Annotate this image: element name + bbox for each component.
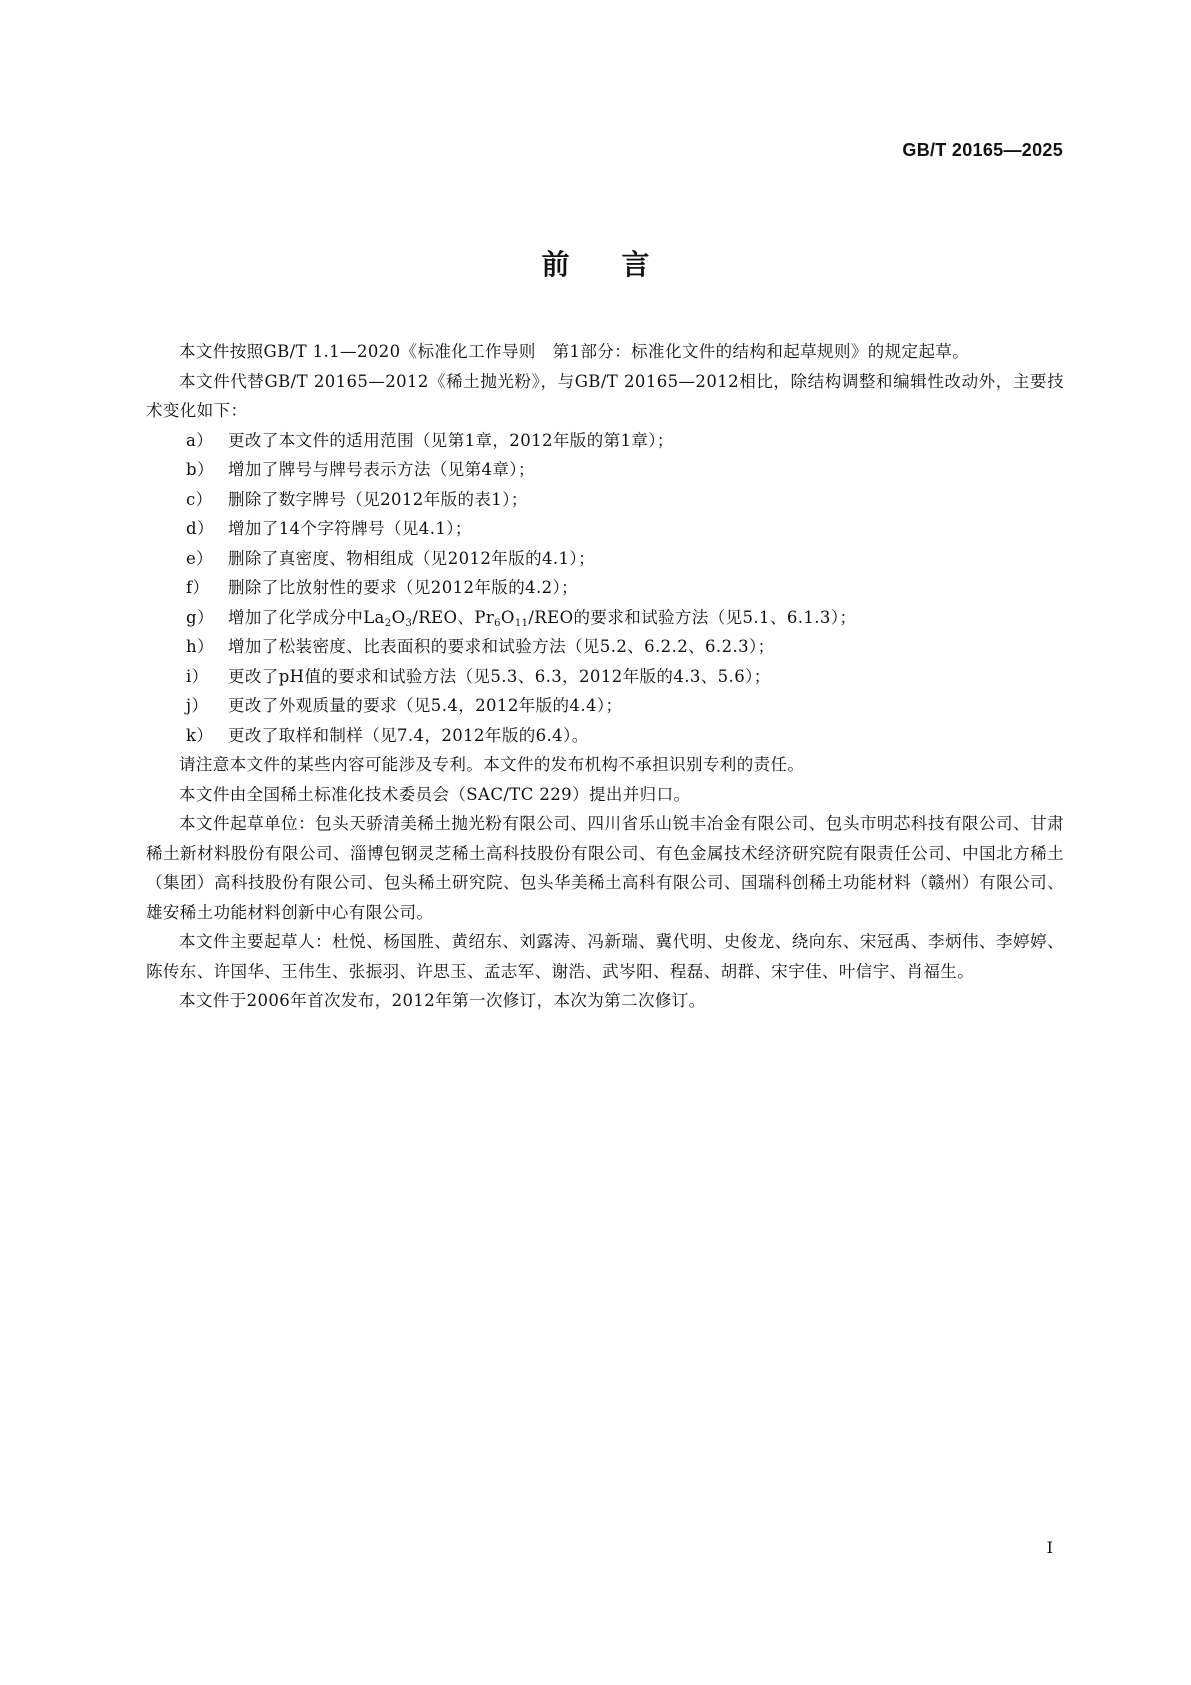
list-item-label: i） — [186, 666, 209, 686]
list-item-label: d） — [186, 519, 214, 538]
paragraph-drafting-units: 本文件起草单位：包头天骄清美稀土抛光粉有限公司、四川省乐山锐丰冶金有限公司、包头市明芯科技有限公司、甘肃稀土新材料股份有限公司、淄博包钢灵芝稀土高科技股份有限公司、有色金属技术经济研究院有限责任公司、中国北方稀土（集团）高科技股份有限公司、包头稀土研究院、包头华美稀土高科有限公司、国瑞科创稀土功能材料（赣州）有限公司、雄安稀土功能材料创新中心有限公司。 — [146, 814, 1064, 922]
list-item — [146, 455, 1064, 485]
list-item-text: 增加了牌号与牌号表示方法（见第4章）； — [228, 460, 535, 479]
list-item-text: 增加了化学成分中La — [228, 607, 385, 627]
standard-number: GB/T 20165—2025 — [902, 140, 1063, 160]
list-item — [146, 544, 1064, 574]
list-item-text: 更改了本文件的适用范围（见第1章，2012年版的第1章）； — [228, 430, 674, 450]
list-item-text: /REO的要求和试验方法（见5.1、6.1.3）； — [528, 607, 857, 627]
list-item — [146, 721, 1064, 751]
paragraph-replacement: 本文件代替GB/T 20165—2012《稀土抛光粉》，与GB/T 20165—2012相比，除结构调整和编辑性改动外，主要技术变化如下： — [146, 371, 1064, 420]
list-item-text: /REO、Pr — [412, 607, 495, 627]
list-item-label: a） — [186, 430, 214, 450]
list-item-text: 更改了外观质量的要求（见5.4，2012年版的4.4）； — [228, 696, 623, 715]
list-item-text: 增加了14个字符牌号（见4.1）； — [228, 519, 472, 538]
list-item-label: b） — [186, 460, 214, 479]
list-item-text: 删除了数字牌号（见2012年版的表1）； — [228, 489, 528, 509]
list-item-text: 更改了取样和制样（见7.4，2012年版的6.4）。 — [228, 725, 589, 745]
paragraph-proposer: 本文件由全国稀土标准化技术委员会（SAC/TC 229）提出并归口。 — [179, 784, 691, 804]
paragraph-patent-notice: 请注意本文件的某些内容可能涉及专利。本文件的发布机构不承担识别专利的责任。 — [179, 755, 805, 774]
list-item-text: 增加了松装密度、比表面积的要求和试验方法（见5.2、6.2.2、6.2.3）； — [228, 637, 775, 656]
list-item — [146, 514, 1064, 544]
paragraph-drafters: 本文件主要起草人：杜悦、杨国胜、黄绍东、刘露涛、冯新瑞、冀代明、史俊龙、绕向东、宋冠禹、李炳伟、李婷婷、陈传东、许国华、王伟生、张振羽、许思玉、孟志军、谢浩、武岑阳、程磊、胡群、宋宇佳、叶信宇、肖福生。 — [146, 932, 1064, 981]
list-item-label: e） — [186, 548, 214, 568]
list-item — [146, 632, 1064, 662]
list-item-chemical-formula — [146, 603, 1064, 633]
list-item-text: 删除了比放射性的要求（见2012年版的4.2）； — [228, 578, 579, 597]
paragraph-history: 本文件于2006年首次发布，2012年第一次修订，本次为第二次修订。 — [179, 991, 706, 1010]
list-item-text: 删除了真密度、物相组成（见2012年版的4.1）； — [228, 548, 595, 568]
list-item-label: k） — [186, 725, 214, 745]
formula-subscript: 11 — [514, 617, 529, 629]
list-item — [146, 426, 1064, 456]
formula-subscript: 3 — [405, 617, 413, 629]
list-item-label: c） — [186, 489, 213, 509]
formula-subscript: 2 — [384, 617, 392, 629]
document-body — [146, 337, 1064, 1016]
formula-subscript: 6 — [494, 617, 501, 629]
list-item-label: h） — [186, 637, 214, 656]
list-item — [146, 485, 1064, 515]
paragraph-drafting-basis: 本文件按照GB/T 1.1—2020《标准化工作导则 第1部分：标准化文件的结构和起草规则》的规定起草。 — [179, 342, 970, 361]
page-number: I — [1046, 1538, 1053, 1557]
page-title: 前言 — [541, 248, 702, 281]
list-item-label: j） — [186, 696, 209, 715]
list-item-text: O — [500, 607, 515, 627]
list-item — [146, 573, 1064, 603]
list-item-label: f） — [186, 578, 210, 597]
list-item-label: g） — [186, 607, 214, 627]
list-item — [146, 662, 1064, 692]
list-item-text: 更改了pH值的要求和试验方法（见5.3、6.3，2012年版的4.3、5.6）； — [228, 666, 771, 686]
list-item — [146, 691, 1064, 721]
list-item-text: O — [391, 607, 406, 627]
